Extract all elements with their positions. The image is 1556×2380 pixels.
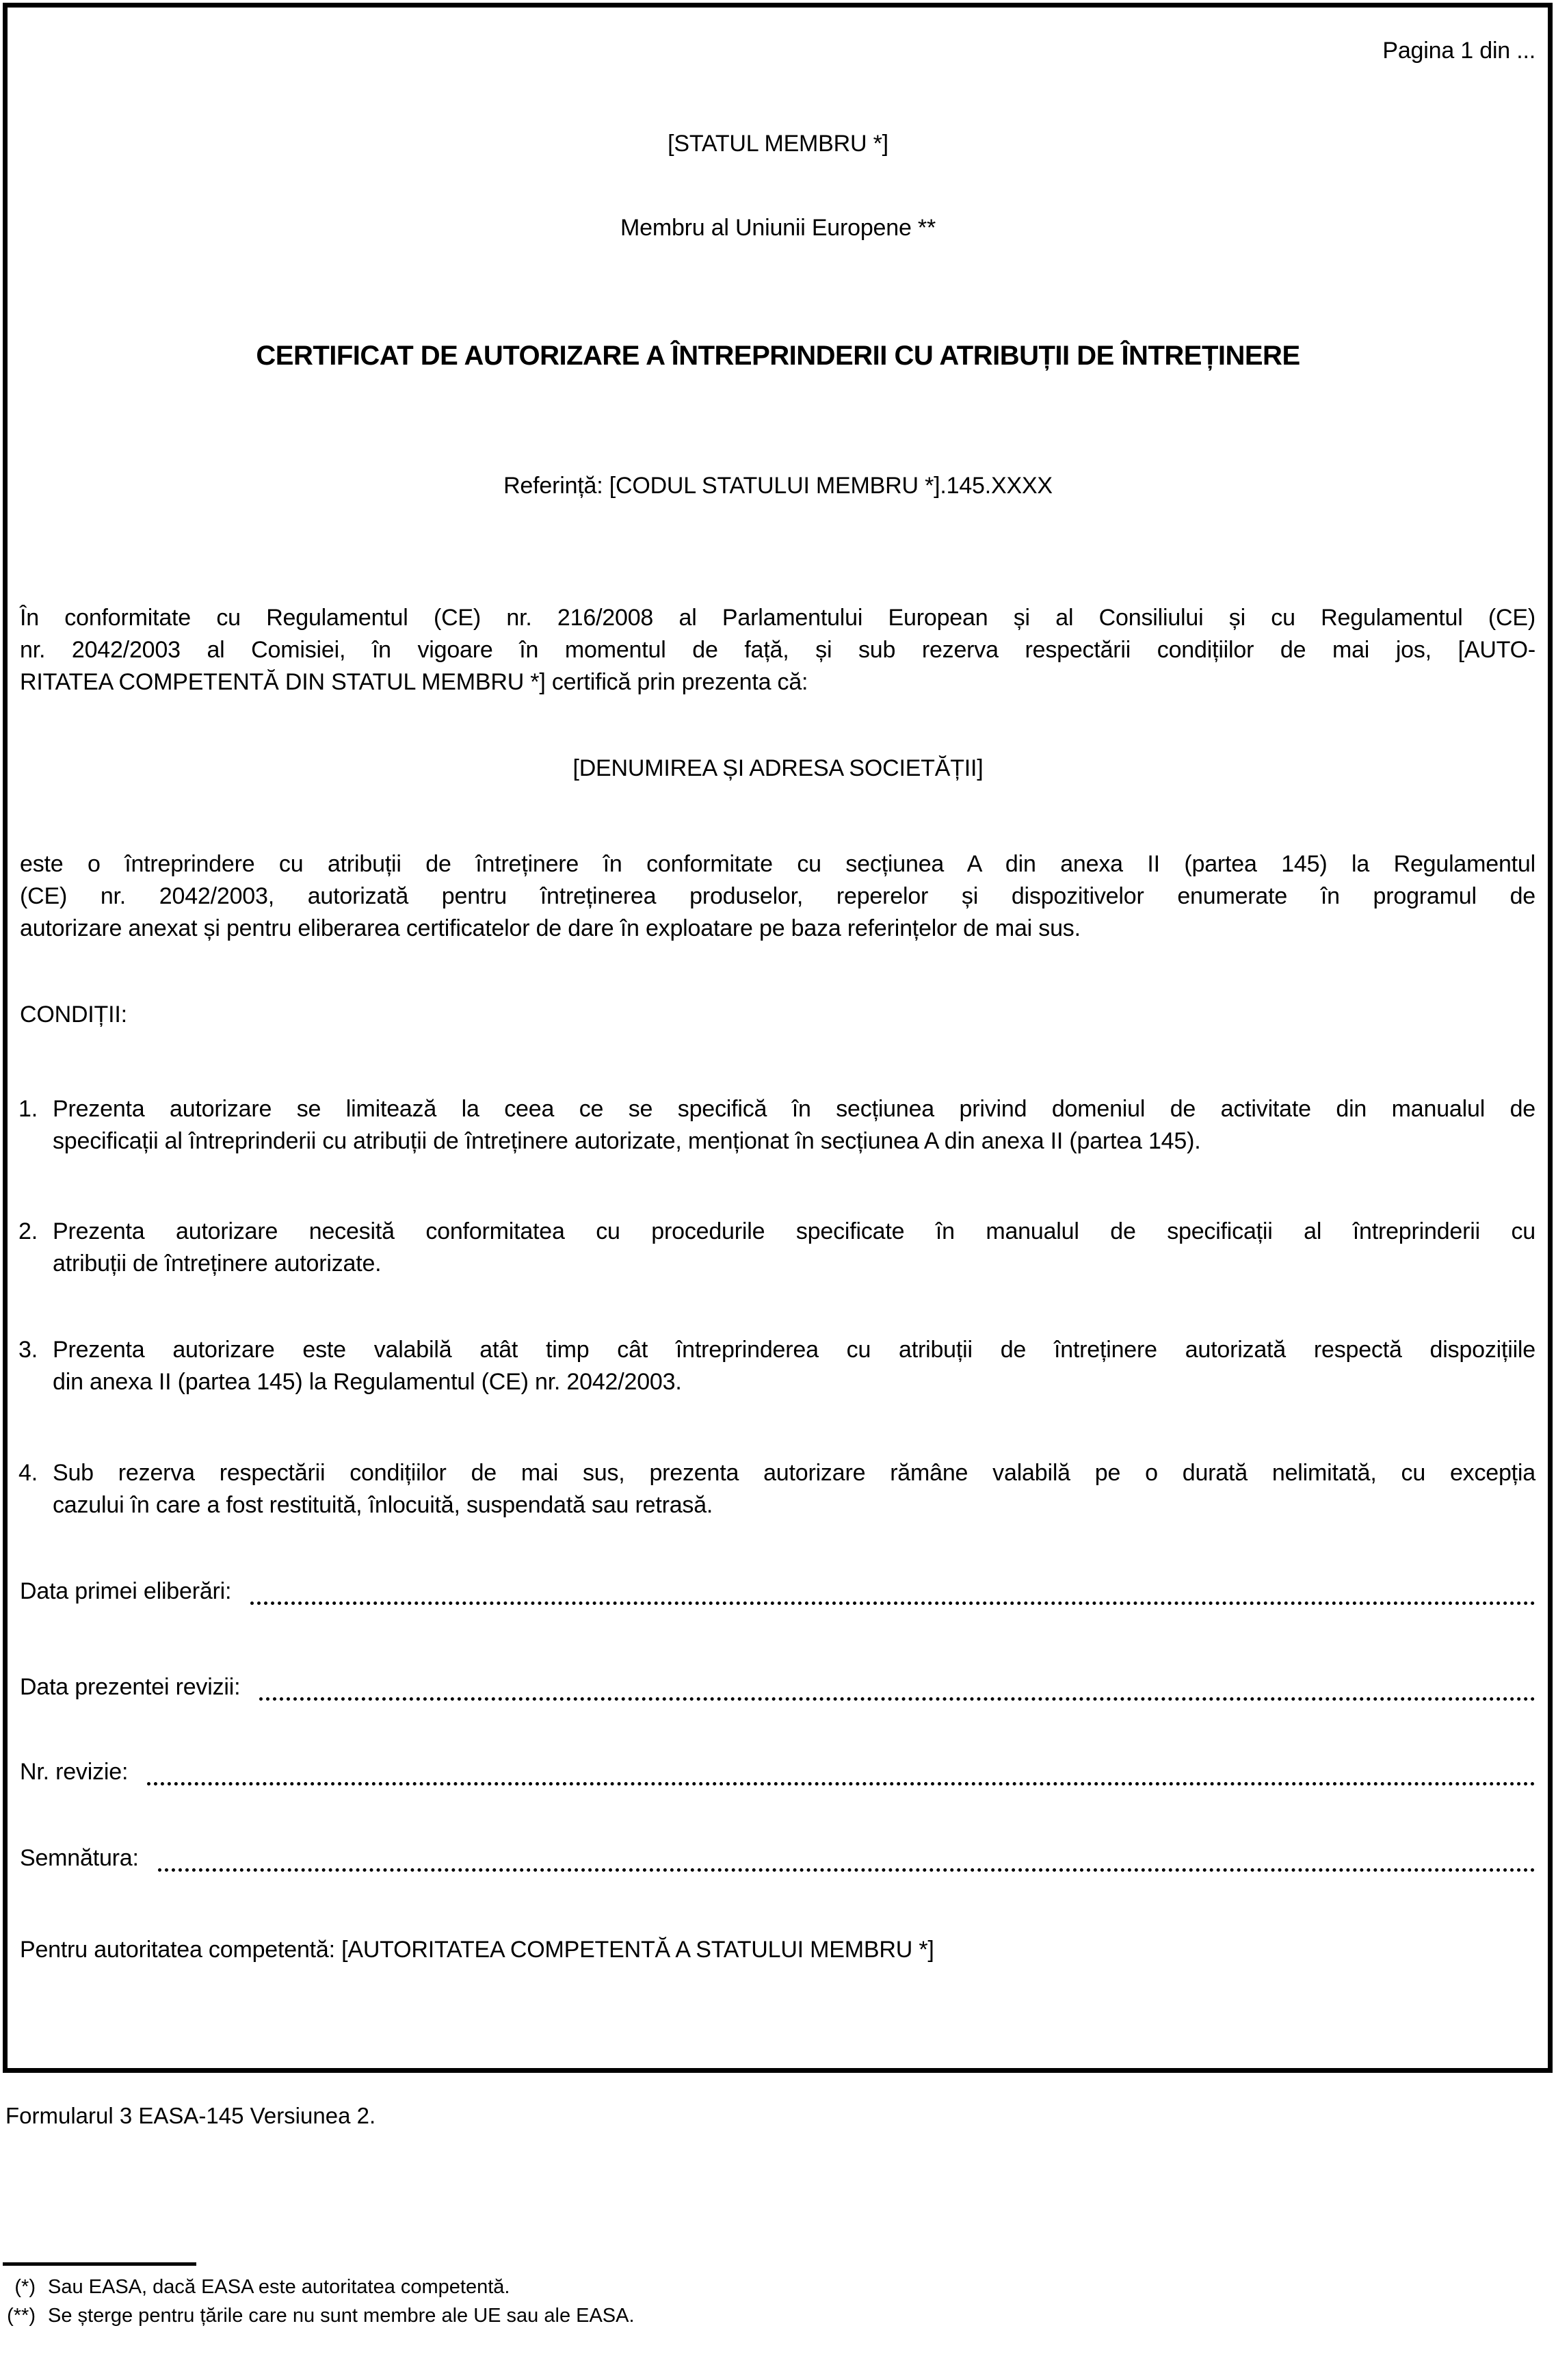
document-title: CERTIFICAT DE AUTORIZARE A ÎNTREPRINDERII CU ATRIBUȚII DE ÎNTREȚINERE [256,341,1300,371]
footnote-text: Sau EASA, dacă EASA este autoritatea competentă. [48,2276,510,2298]
condition-number: 4. [18,1460,38,1486]
page-number: Pagina 1 din ... [1382,38,1535,64]
statement-paragraph [20,848,1535,945]
statement-line: autorizare anexat și pentru eliberarea certificatelor de dare în exploatare pe baza referințelor de mai sus. [20,915,1081,941]
field-revision-date [20,1671,1535,1703]
condition-number: 1. [18,1096,38,1122]
footnote-1 [0,2273,1535,2301]
dotted-fill-line [147,1756,1535,1786]
footnote-separator-rule [3,2262,196,2266]
eu-member-line: Membru al Uniunii Europene ** [620,215,936,241]
condition-item-4 [18,1457,1535,1521]
conditions-heading: CONDIȚII: [20,1002,127,1028]
intro-line: nr. 2042/2003 al Comisiei, în vigoare în momentul de față, și sub rezerva respectării condițiilor de mai jos, [AUTO- [20,637,1535,663]
condition-number: 3. [18,1337,38,1363]
field-label: Semnătura: [20,1845,139,1871]
footnote-text: Se șterge pentru țările care nu sunt membre ale UE sau ale EASA. [48,2305,635,2327]
field-label: Data primei eliberări: [20,1578,232,1604]
statement-line: este o întreprindere cu atribuții de întreținere în conformitate cu secțiunea A din anexa II (partea 145) la Regulamentul [20,851,1535,877]
field-revision-number [20,1756,1535,1788]
condition-line: cazului în care a fost restituită, înlocuită, suspendată sau retrasă. [53,1492,713,1518]
dotted-fill-line [259,1671,1535,1701]
condition-line: din anexa II (partea 145) la Regulamentul (CE) nr. 2042/2003. [53,1369,682,1395]
condition-line: Prezenta autorizare necesită conformitatea cu procedurile specificate în manualul de specificații al întreprinderii cu [53,1218,1535,1244]
field-label: Nr. revizie: [20,1759,129,1785]
statement-line: (CE) nr. 2042/2003, autorizată pentru întreținerea produselor, reperelor și dispozitivelor enumerate în programul de [20,883,1535,909]
condition-item-3 [18,1334,1535,1398]
field-label: Data prezentei revizii: [20,1674,241,1700]
dotted-fill-line [250,1575,1535,1605]
member-state-placeholder: [STATUL MEMBRU *] [668,131,888,157]
intro-line: În conformitate cu Regulamentul (CE) nr. 216/2008 al Parlamentului European și al Consiliului și cu Regulamentul (CE) [20,605,1535,631]
reference-line: Referință: [CODUL STATULUI MEMBRU *].145.XXXX [503,473,1053,499]
condition-line: specificații al întreprinderii cu atribuții de întreținere autorizate, menționat în secțiunea A din anexa II (partea 145). [53,1128,1201,1154]
intro-line: RITATEA COMPETENTĂ DIN STATUL MEMBRU *] certifică prin prezenta că: [20,669,808,695]
field-signature [20,1842,1535,1874]
condition-line: atribuții de întreținere autorizate. [53,1251,382,1277]
condition-item-1 [18,1093,1535,1158]
company-placeholder: [DENUMIREA ȘI ADRESA SOCIETĂȚII] [572,755,984,781]
form-footer: Formularul 3 EASA-145 Versiunea 2. [5,2103,376,2128]
dotted-fill-line [158,1842,1535,1872]
condition-line: Prezenta autorizare se limitează la ceea ce se specifică în secțiunea privind domeniul de activitate din manualul de [53,1096,1535,1122]
condition-number: 2. [18,1218,38,1244]
condition-line: Prezenta autorizare este valabilă atât timp cât întreprinderea cu atribuții de întreținere autorizată respectă dispozițiile [53,1337,1535,1363]
field-first-issue-date [20,1575,1535,1608]
intro-paragraph [20,602,1535,698]
condition-line: Sub rezerva respectării condițiilor de mai sus, prezenta autorizare rămâne valabilă pe o durată nelimitată, cu excepția [53,1460,1535,1486]
footnote-marker: (**) [7,2305,36,2327]
condition-item-2 [18,1216,1535,1280]
authority-line: Pentru autoritatea competentă: [AUTORITATEA COMPETENTĂ A STATULUI MEMBRU *] [20,1937,934,1963]
footnote-marker: (*) [14,2276,36,2298]
footnote-2 [0,2301,1535,2330]
